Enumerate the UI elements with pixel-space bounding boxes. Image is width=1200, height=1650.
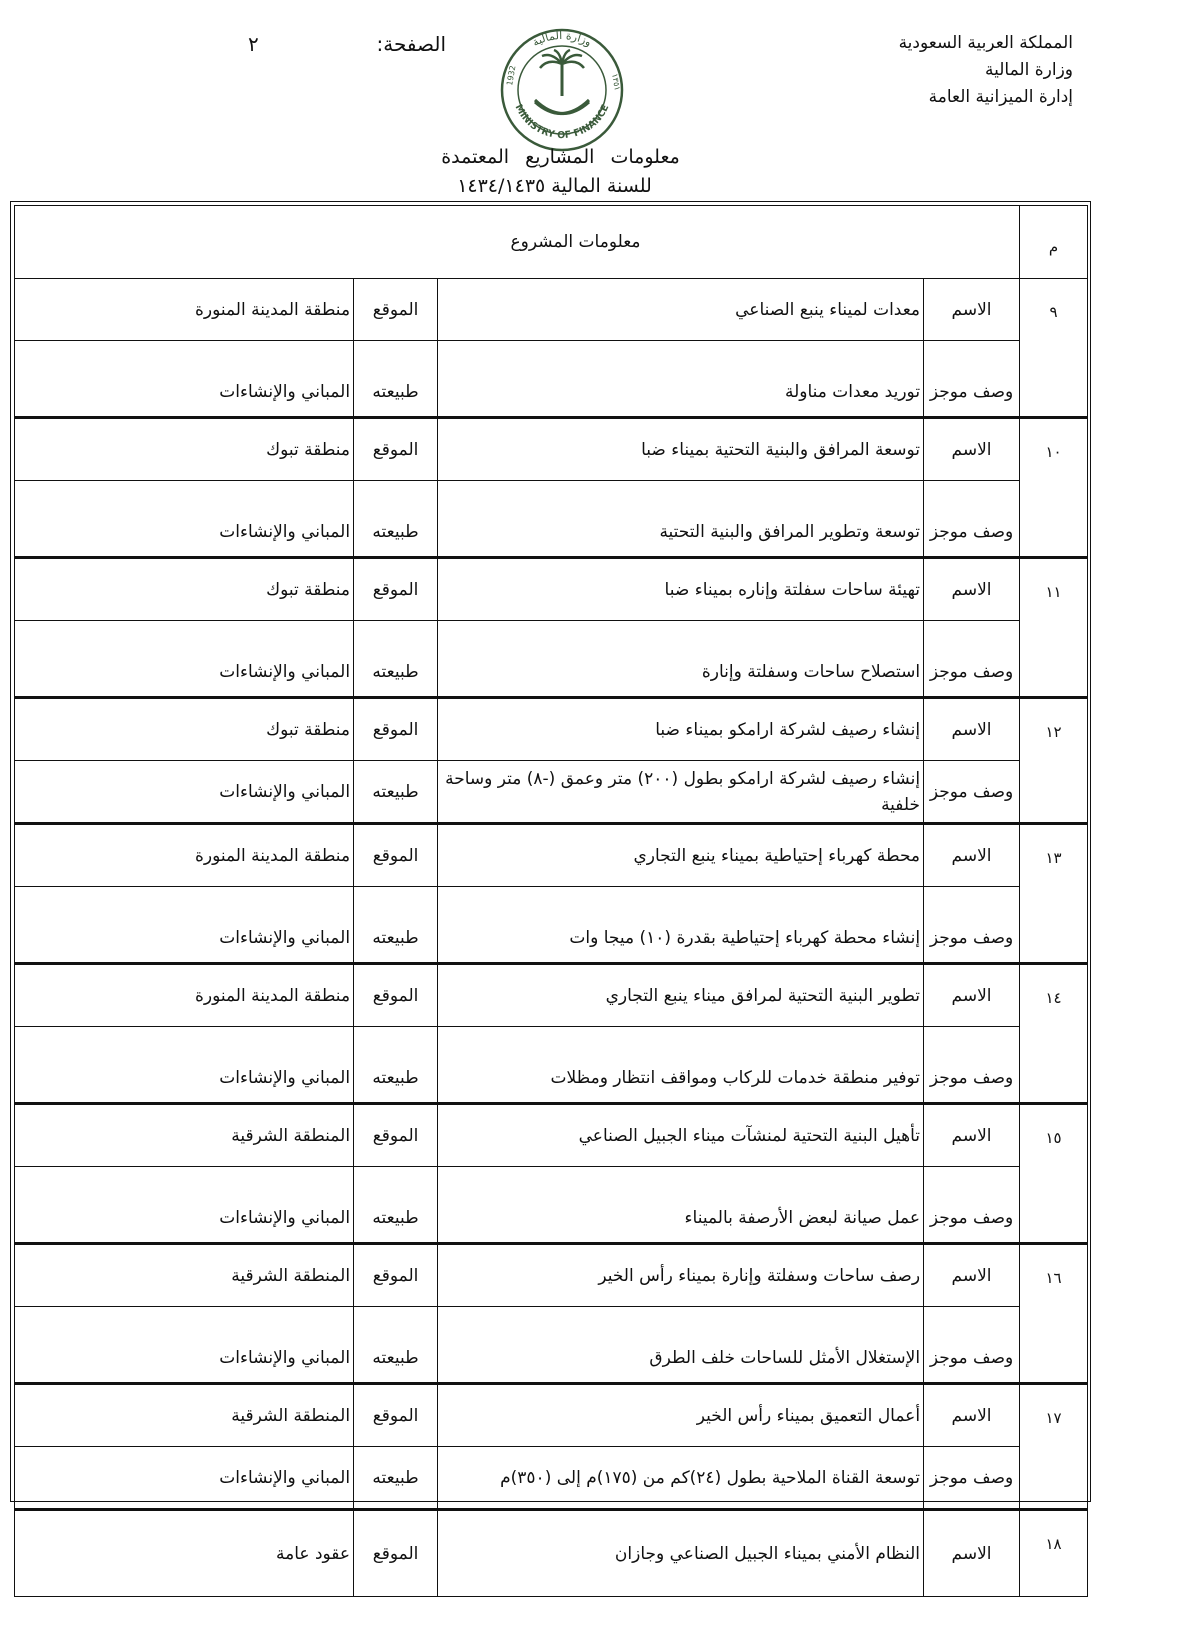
project-nature: المباني والإنشاءات — [15, 1027, 354, 1104]
project-location: المنطقة الشرقية — [15, 1104, 354, 1167]
project-number: ١٣ — [1020, 824, 1088, 964]
nature-label: طبيعته — [354, 1447, 438, 1510]
project-description: توفير منطقة خدمات للركاب ومواقف انتظار ومظلات — [438, 1027, 924, 1104]
project-number: ١٥ — [1020, 1104, 1088, 1244]
project-desc-row — [15, 1167, 1088, 1244]
project-location: منطقة تبوك — [15, 558, 354, 621]
project-name: النظام الأمني بميناء الجبيل الصناعي وجازان — [438, 1510, 924, 1597]
project-number: ١٢ — [1020, 698, 1088, 824]
project-name: أعمال التعميق بميناء رأس الخير — [438, 1384, 924, 1447]
project-name-row — [15, 824, 1088, 887]
location-label: الموقع — [354, 1104, 438, 1167]
name-label: الاسم — [924, 1244, 1020, 1307]
project-nature: المباني والإنشاءات — [15, 1307, 354, 1384]
project-name: تهيئة ساحات سفلتة وإناره بميناء ضبا — [438, 558, 924, 621]
desc-label: وصف موجز — [924, 1167, 1020, 1244]
desc-label: وصف موجز — [924, 621, 1020, 698]
name-label: الاسم — [924, 418, 1020, 481]
location-label: الموقع — [354, 279, 438, 341]
nature-label: طبيعته — [354, 621, 438, 698]
project-description: توسعة وتطوير المرافق والبنية التحتية — [438, 481, 924, 558]
project-location: عقود عامة — [15, 1510, 354, 1597]
project-name: معدات لميناء ينبع الصناعي — [438, 279, 924, 341]
project-name: تأهيل البنية التحتية لمنشآت ميناء الجبيل الصناعي — [438, 1104, 924, 1167]
desc-label: وصف موجز — [924, 1027, 1020, 1104]
project-nature: المباني والإنشاءات — [15, 341, 354, 418]
location-label: الموقع — [354, 1384, 438, 1447]
name-label: الاسم — [924, 1510, 1020, 1597]
ministry-seal-logo — [491, 26, 633, 152]
project-nature: المباني والإنشاءات — [15, 1167, 354, 1244]
project-name-row — [15, 558, 1088, 621]
project-location: منطقة المدينة المنورة — [15, 824, 354, 887]
project-desc-row — [15, 481, 1088, 558]
project-description: الإستغلال الأمثل للساحات خلف الطرق — [438, 1307, 924, 1384]
project-desc-row — [15, 621, 1088, 698]
project-name: إنشاء رصيف لشركة ارامكو بميناء ضبا — [438, 698, 924, 761]
table-header-row — [15, 206, 1088, 279]
desc-label: وصف موجز — [924, 1307, 1020, 1384]
project-description: استصلاح ساحات وسفلتة وإنارة — [438, 621, 924, 698]
project-name-row — [15, 698, 1088, 761]
project-name-row — [15, 1384, 1088, 1447]
project-name: تطوير البنية التحتية لمرافق ميناء ينبع التجاري — [438, 964, 924, 1027]
project-number: ١١ — [1020, 558, 1088, 698]
page-label: الصفحة: — [376, 32, 446, 56]
location-label: الموقع — [354, 1510, 438, 1597]
project-desc-row — [15, 887, 1088, 964]
projects-table — [14, 205, 1088, 1597]
name-label: الاسم — [924, 558, 1020, 621]
desc-label: وصف موجز — [924, 761, 1020, 824]
project-nature: المباني والإنشاءات — [15, 621, 354, 698]
project-name: توسعة المرافق والبنية التحتية بميناء ضبا — [438, 418, 924, 481]
project-location: منطقة تبوك — [15, 698, 354, 761]
nature-label: طبيعته — [354, 481, 438, 558]
project-nature: المباني والإنشاءات — [15, 887, 354, 964]
project-number: ١٤ — [1020, 964, 1088, 1104]
name-label: الاسم — [924, 279, 1020, 341]
nature-label: طبيعته — [354, 341, 438, 418]
org-line-ministry: وزارة المالية — [985, 60, 1073, 80]
project-number: ٩ — [1020, 279, 1088, 418]
project-number: ١٧ — [1020, 1384, 1088, 1510]
project-number: ١٦ — [1020, 1244, 1088, 1384]
nature-label: طبيعته — [354, 1167, 438, 1244]
project-name-row — [15, 418, 1088, 481]
project-desc-row — [15, 341, 1088, 418]
location-label: الموقع — [354, 964, 438, 1027]
nature-label: طبيعته — [354, 761, 438, 824]
svg-text:١٣٥١: ١٣٥١ — [610, 72, 622, 92]
project-location: منطقة المدينة المنورة — [15, 279, 354, 341]
project-desc-row — [15, 1447, 1088, 1510]
page-number: ٢ — [248, 32, 259, 56]
project-name-row — [15, 1510, 1088, 1597]
desc-label: وصف موجز — [924, 341, 1020, 418]
location-label: الموقع — [354, 824, 438, 887]
project-name: رصف ساحات وسفلتة وإنارة بميناء رأس الخير — [438, 1244, 924, 1307]
project-description: توريد معدات مناولة — [438, 341, 924, 418]
location-label: الموقع — [354, 1244, 438, 1307]
project-number: ١٨ — [1020, 1510, 1088, 1597]
org-header — [773, 30, 1073, 111]
project-description: توسعة القناة الملاحية بطول (٢٤)كم من (١٧٥)م إلى (٣٥٠)م — [438, 1447, 924, 1510]
project-location: منطقة المدينة المنورة — [15, 964, 354, 1027]
project-location: منطقة تبوك — [15, 418, 354, 481]
project-description: عمل صيانة لبعض الأرصفة بالميناء — [438, 1167, 924, 1244]
project-nature: المباني والإنشاءات — [15, 481, 354, 558]
project-nature: المباني والإنشاءات — [15, 761, 354, 824]
name-label: الاسم — [924, 964, 1020, 1027]
project-location: المنطقة الشرقية — [15, 1384, 354, 1447]
svg-text:1932: 1932 — [505, 64, 518, 87]
project-name-row — [15, 1104, 1088, 1167]
project-name-row — [15, 1244, 1088, 1307]
svg-text:MINISTRY OF FINANCE: MINISTRY OF FINANCE — [512, 102, 612, 142]
org-line-kingdom: المملكة العربية السعودية — [898, 33, 1073, 53]
desc-label: وصف موجز — [924, 1447, 1020, 1510]
project-desc-row — [15, 1307, 1088, 1384]
project-desc-row — [15, 761, 1088, 824]
nature-label: طبيعته — [354, 1307, 438, 1384]
project-name-row — [15, 964, 1088, 1027]
header-project-info: معلومات المشروع — [15, 206, 1020, 279]
location-label: الموقع — [354, 698, 438, 761]
desc-label: وصف موجز — [924, 481, 1020, 558]
location-label: الموقع — [354, 418, 438, 481]
location-label: الموقع — [354, 558, 438, 621]
project-description: إنشاء رصيف لشركة ارامكو بطول (٢٠٠) متر وعمق (-٨) متر وساحة خلفية — [438, 761, 924, 824]
nature-label: طبيعته — [354, 887, 438, 964]
project-desc-row — [15, 1027, 1088, 1104]
project-nature: المباني والإنشاءات — [15, 1447, 354, 1510]
project-name: محطة كهرباء إحتياطية بميناء ينبع التجاري — [438, 824, 924, 887]
project-name-row — [15, 279, 1088, 341]
header-index: م — [1020, 206, 1088, 279]
project-location: المنطقة الشرقية — [15, 1244, 354, 1307]
name-label: الاسم — [924, 1384, 1020, 1447]
project-number: ١٠ — [1020, 418, 1088, 558]
fiscal-year-subtitle: للسنة المالية ١٤٣٤/١٤٣٥ — [457, 175, 652, 197]
name-label: الاسم — [924, 698, 1020, 761]
svg-text:وزارة المالية: وزارة المالية — [530, 28, 594, 50]
project-description: إنشاء محطة كهرباء إحتياطية بقدرة (١٠) ميجا وات — [438, 887, 924, 964]
nature-label: طبيعته — [354, 1027, 438, 1104]
desc-label: وصف موجز — [924, 887, 1020, 964]
org-line-department: إدارة الميزانية العامة — [928, 87, 1073, 107]
document-title: معلومات المشاريع المعتمدة — [441, 146, 680, 168]
name-label: الاسم — [924, 1104, 1020, 1167]
name-label: الاسم — [924, 824, 1020, 887]
